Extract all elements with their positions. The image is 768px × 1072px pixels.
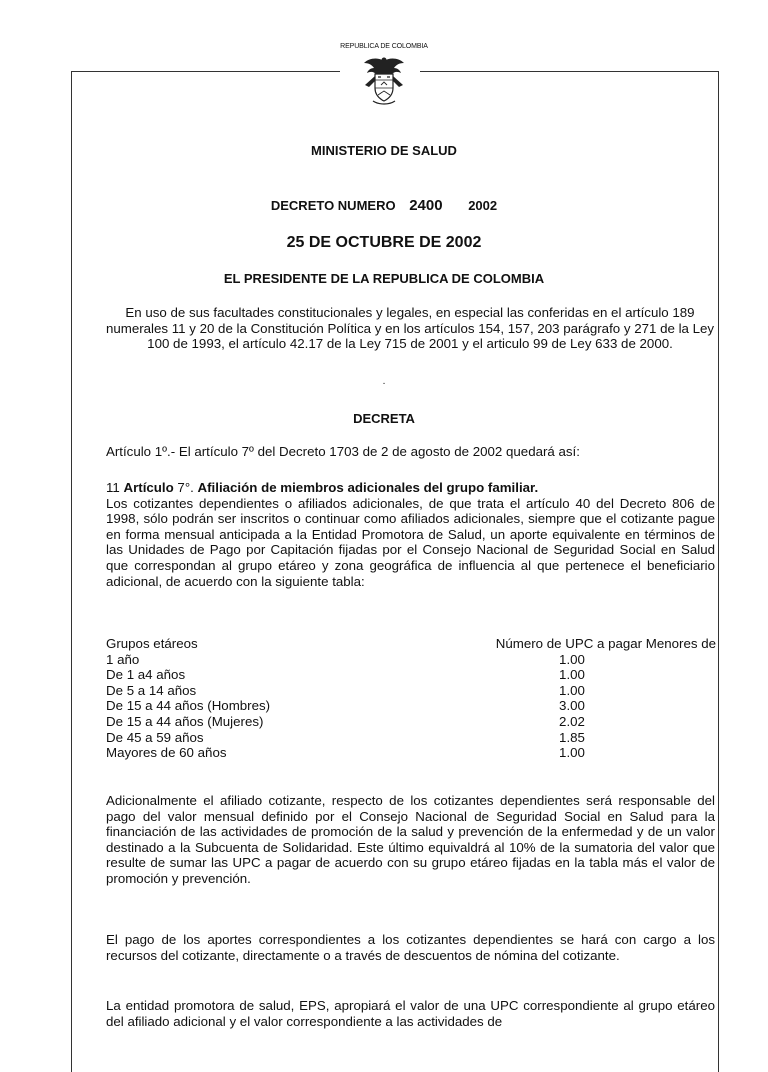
row-value: 1.00 [559, 667, 585, 683]
table-row [106, 667, 716, 683]
row-group: De 1 a4 años [106, 667, 186, 683]
row-group: De 15 a 44 años (Mujeres) [106, 713, 264, 729]
decree-number: 2400 [409, 197, 443, 214]
table-row [106, 745, 716, 761]
decree-year: 2002 [468, 198, 498, 213]
article-1: Artículo 1º.- El artículo 7º del Decreto 1703 de 2 de agosto de 2002 quedará así: [106, 444, 580, 459]
row-value: 1.00 [559, 651, 585, 667]
table-row [106, 652, 716, 668]
article-7-body: Los cotizantes dependientes o afiliados adicionales, de que trata el artículo 40 del Decreto 806 de 1998, sólo podrán ser inscritos o continuar como afiliados adicionales, siempre que el cotizante pague en forma mensual anticipada a la Entidad Promotora de Salud, un aporte equivalente en términos de las Unidades de Pago por Capitación fijadas por el Consejo Nacional de Seguridad Social en Salud que correspondan al grupo etáreo y zona geográfica de influencia al que pertenece el beneficiario adicional, de acuerdo con la siguiente tabla: [106, 495, 715, 589]
faculties-paragraph: En uso de sus facultades constitucionales y legales, en especial las conferidas en el artículo 189 numerales 11 y 20 de la Constitución Política y en los artículos 154, 157, 203 parágrafo y 271 de la Ley 100 de 1993, el artículo 42.17 de la Ley 715 de 2001 y el articulo 99 de Ley 633 de 2000. [105, 305, 715, 352]
separator-dot: . [382, 376, 386, 387]
article-7-prefix: 11 [106, 480, 124, 495]
row-value: 2.02 [559, 713, 585, 729]
header-value: Número de UPC a pagar Menores de [495, 636, 716, 651]
row-group: De 5 a 14 años [106, 682, 197, 698]
paragraph-payment-source: El pago de los aportes correspondientes a los cotizantes dependientes se hará con cargo a los recursos del cotizante, directamente o a través de descuentos de nómina del cotizante. [106, 932, 715, 963]
row-group: De 45 a 59 años [106, 729, 204, 745]
table-row [106, 730, 716, 746]
ministry-title: MINISTERIO DE SALUD [311, 143, 457, 158]
paragraph-additional-payment: Adicionalmente el afiliado cotizante, respecto de los cotizantes dependientes será responsable del pago del valor mensual definido por el Consejo Nacional de Seguridad Social en Salud para la financiación de las actividades de promoción de la salud y prevención de la enfermedad y de un valor destinado a la Subcuenta de Solidaridad. Este último equivaldrá al 10% de la sumatoria del valor que resulte de sumar las UPC a pagar de acuerdo con su grupo etáreo fijadas en la tabla más el valor de promoción y prevención. [106, 793, 715, 886]
decree-number-line [0, 197, 768, 214]
paragraph-eps-appropriation: La entidad promotora de salud, EPS, apropiará el valor de una UPC correspondiente al grupo etáreo del afiliado adicional y el valor correspondiente a las actividades de [106, 998, 715, 1029]
row-group: 1 año [106, 651, 140, 667]
table-header-row [106, 636, 716, 652]
row-group: De 15 a 44 años (Hombres) [106, 698, 271, 714]
decree-label: DECRETO NUMERO [270, 198, 396, 213]
article-7-number: 7°. [173, 480, 198, 495]
table-row [106, 683, 716, 699]
decree-date: 25 DE OCTUBRE DE 2002 [286, 234, 482, 251]
country-header: REPUBLICA DE COLOMBIA [340, 43, 428, 50]
row-group: Mayores de 60 años [106, 745, 227, 761]
issuer-heading: EL PRESIDENTE DE LA REPUBLICA DE COLOMBIA [223, 271, 545, 286]
table-row [106, 698, 716, 714]
row-value: 1.85 [559, 729, 585, 745]
article-7 [106, 480, 715, 589]
article-7-label: Artículo [123, 480, 174, 495]
decreta-heading: DECRETA [353, 411, 415, 426]
upc-table [106, 636, 716, 761]
table-row [106, 714, 716, 730]
row-value: 1.00 [559, 682, 585, 698]
row-value: 3.00 [559, 698, 585, 714]
row-value: 1.00 [559, 745, 585, 761]
colombia-coat-of-arms-icon [361, 55, 407, 107]
article-7-title: Afiliación de miembros adicionales del grupo familiar. [197, 480, 539, 495]
header-group: Grupos etáreos [106, 636, 198, 651]
